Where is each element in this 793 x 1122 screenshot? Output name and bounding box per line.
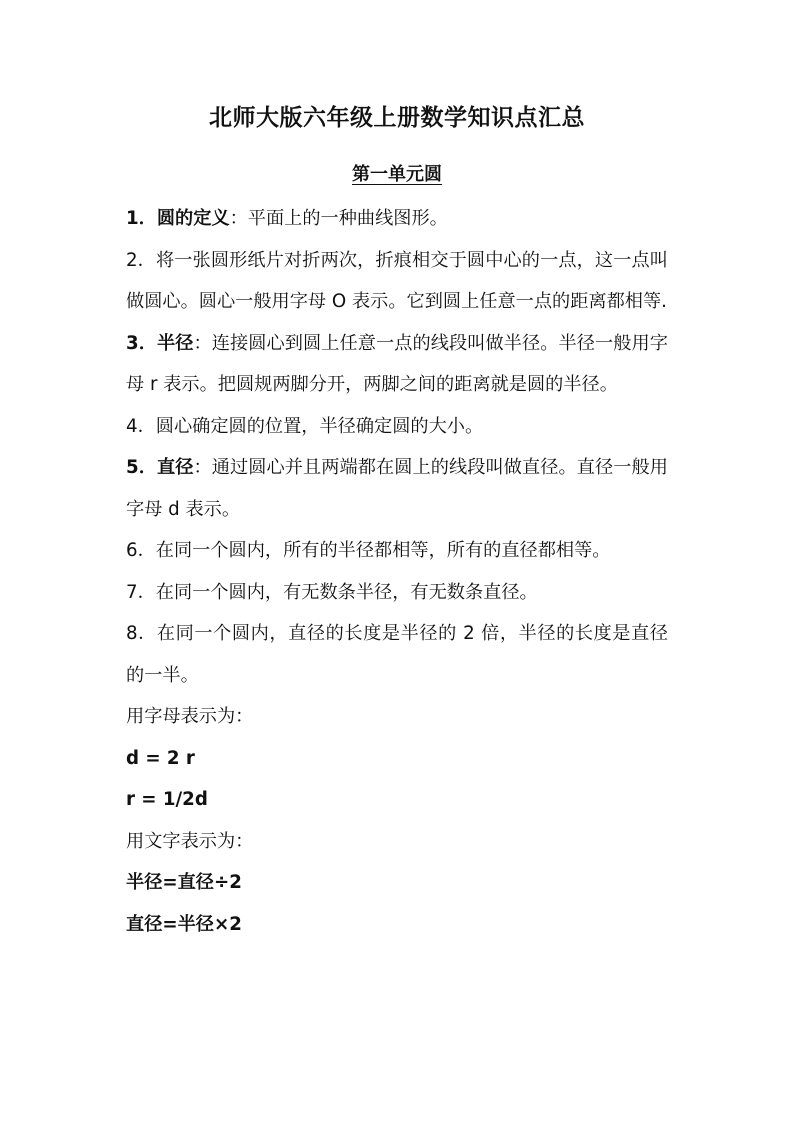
item-6: 6．在同一个圆内，所有的半径都相等，所有的直径都相等。 xyxy=(126,540,611,561)
item-7: 7．在同一个圆内，有无数条半径，有无数条直径。 xyxy=(126,581,538,603)
section-title: 第一单元圆 xyxy=(352,164,442,185)
term-radius: 3．半径 xyxy=(126,332,194,354)
document-body xyxy=(126,198,668,945)
item-1-text: ：平面上的一种曲线图形。 xyxy=(229,208,448,229)
item-3-text: ：连接圆心到圆上任意一点的线段叫做半径。半径一般用字母 r 表示。把圆规两脚分开，两脚之间的距离就是圆的半径。 xyxy=(126,332,668,395)
term-diameter: 5．直径 xyxy=(126,457,194,478)
letters-label: 用字母表示为： xyxy=(126,706,254,727)
document-page xyxy=(126,98,668,945)
item-4: 4．圆心确定圆的位置，半径确定圆的大小。 xyxy=(126,415,484,437)
item-3 xyxy=(126,323,668,406)
item-1 xyxy=(126,198,668,240)
formula-radius-words: 半径=直径÷2 xyxy=(126,872,242,893)
term-circle-definition: 1．圆的定义 xyxy=(126,208,230,229)
item-5-text: ：通过圆心并且两端都在圆上的线段叫做直径。直径一般用字母 d 表示。 xyxy=(126,457,668,520)
item-8: 8．在同一个圆内，直径的长度是半径的 2 倍，半径的长度是直径的一半。 xyxy=(126,623,668,686)
document-title: 北师大版六年级上册数学知识点汇总 xyxy=(209,105,585,131)
formula-diameter-letters: d = 2 r xyxy=(126,747,195,769)
formula-diameter-words: 直径=半径×2 xyxy=(126,913,242,935)
formula-radius-letters: r = 1/2d xyxy=(126,789,208,810)
words-label: 用文字表示为： xyxy=(126,830,254,852)
item-2: 2．将一张圆形纸片对折两次，折痕相交于圆中心的一点，这一点叫做圆心。圆心一般用字母 O 表示。它到圆上任意一点的距离都相等. xyxy=(126,249,668,312)
item-5 xyxy=(126,447,668,530)
